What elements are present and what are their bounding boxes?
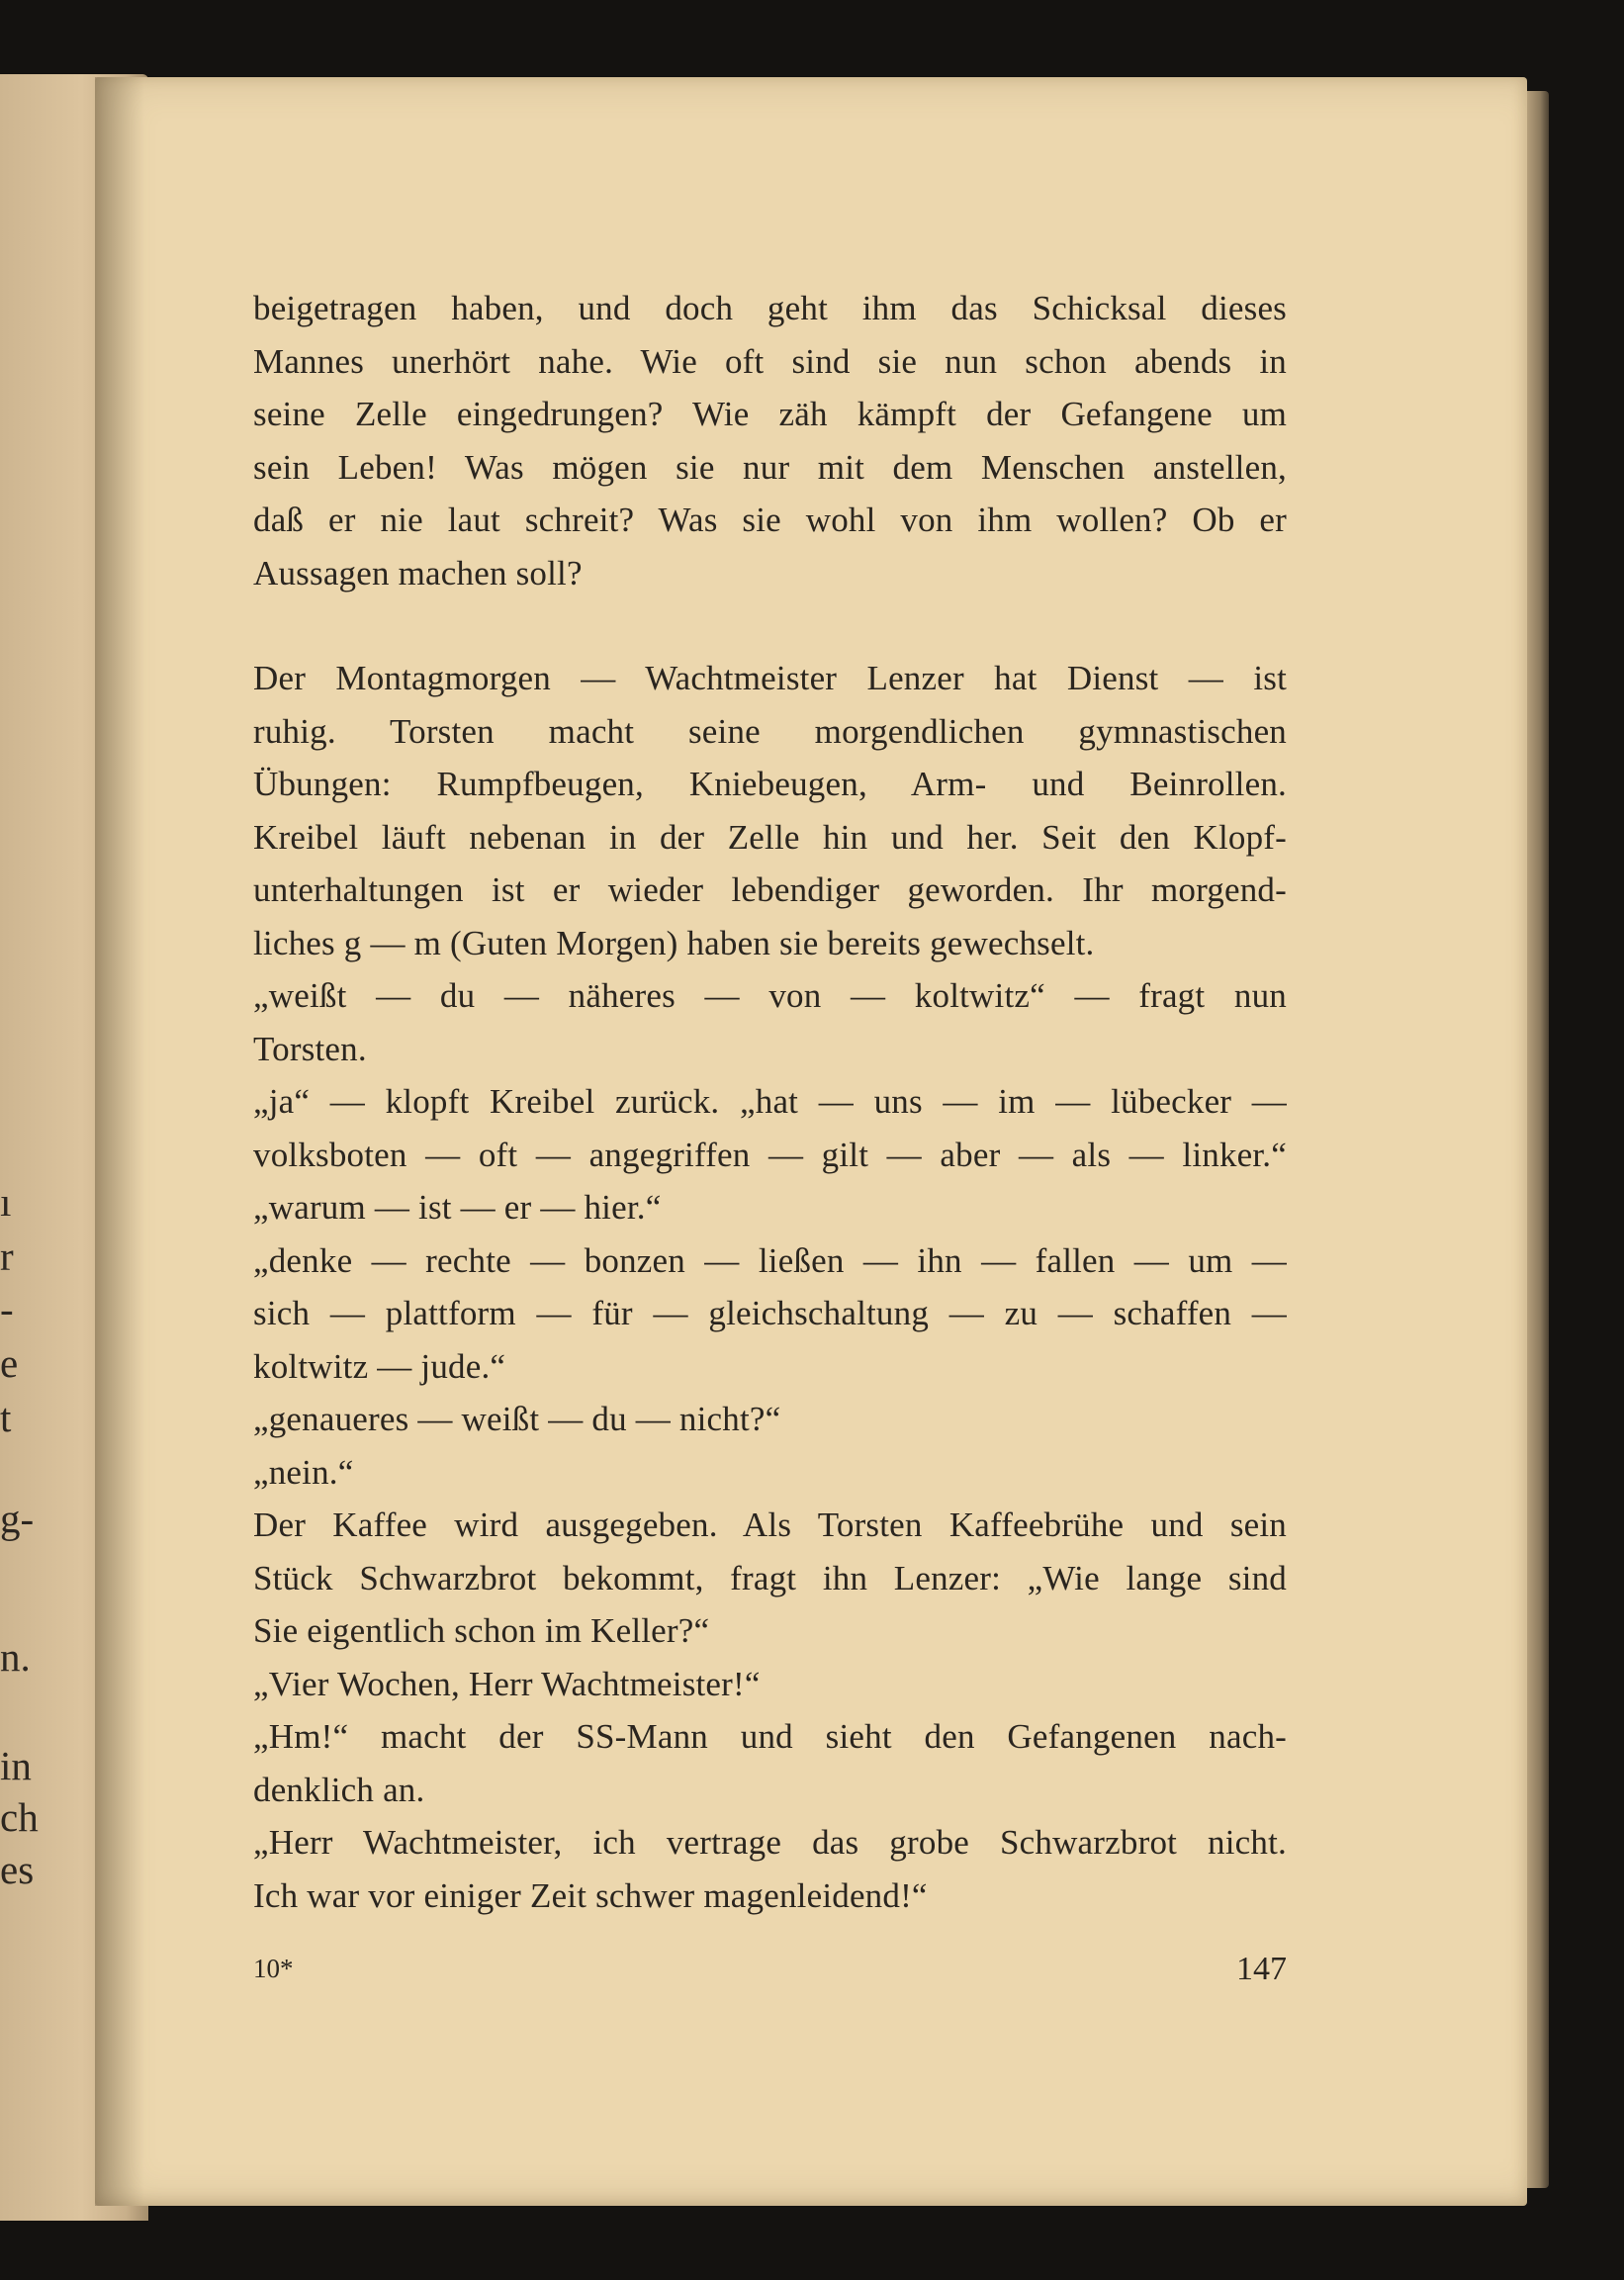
text-line: Ich war vor einiger Zeit schwer magenleidend!“: [253, 1875, 928, 1915]
left-page-fragment: e: [0, 1340, 19, 1386]
spine-shadow: [95, 77, 144, 2206]
left-page-fragment: -: [0, 1286, 14, 1331]
text-line: daß er nie laut schreit? Was sie wohl von ihm wollen? Ob er: [253, 501, 1287, 539]
text-line: Stück Schwarzbrot bekommt, fragt ihn Lenzer: „Wie lange sind: [253, 1558, 1287, 1597]
text-line: „Hm!“ macht der SS-Mann und sieht den Gefangenen nach-: [253, 1717, 1287, 1756]
signature-mark: 10*: [253, 1954, 294, 1983]
text-line: „weißt — du — näheres — von — koltwitz“ — fragt nun: [253, 976, 1287, 1015]
text-line: Mannes unerhört nahe. Wie oft sind sie nun schon abends in: [253, 341, 1287, 381]
left-page-fragment: r: [0, 1233, 14, 1279]
text-line: „Herr Wachtmeister, ich vertrage das grobe Schwarzbrot nicht.: [253, 1823, 1287, 1862]
text-line: „genaueres — weißt — du — nicht?“: [253, 1400, 781, 1438]
left-page-fragment: es: [0, 1847, 35, 1892]
text-line: „nein.“: [253, 1452, 354, 1492]
left-page-fragment: in: [0, 1743, 32, 1788]
text-line: Kreibel läuft nebenan in der Zelle hin und her. Seit den Klopf-: [253, 817, 1287, 857]
text-line: Übungen: Rumpfbeugen, Kniebeugen, Arm- und Beinrollen.: [253, 765, 1287, 803]
page-body-text: [253, 282, 1287, 1922]
page-edge: [1527, 91, 1549, 2188]
text-line: sein Leben! Was mögen sie nur mit dem Menschen anstellen,: [253, 447, 1287, 487]
text-line: „Vier Wochen, Herr Wachtmeister!“: [253, 1664, 761, 1703]
text-line: liches g — m (Guten Morgen) haben sie bereits gewechselt.: [253, 923, 1095, 962]
text-line: sich — plattform — für — gleichschaltung — zu — schaffen —: [253, 1294, 1287, 1332]
text-line: ruhig. Torsten macht seine morgendlichen gymnastischen: [253, 711, 1287, 751]
page-number: 147: [1236, 1951, 1287, 1987]
left-page-fragment: n.: [0, 1634, 31, 1680]
left-page-fragment: g-: [0, 1496, 35, 1541]
text-line: „ja“ — klopft Kreibel zurück. „hat — uns — im — lübecker —: [253, 1082, 1287, 1121]
left-page-fragment: ı: [0, 1179, 12, 1225]
text-line: beigetragen haben, und doch geht ihm das Schicksal dieses: [253, 289, 1287, 327]
text-line: seine Zelle eingedrungen? Wie zäh kämpft der Gefangene um: [253, 395, 1287, 433]
text-line: denklich an.: [253, 1770, 425, 1809]
text-line: Aussagen machen soll?: [253, 553, 583, 593]
text-line: volksboten — oft — angegriffen — gilt — aber — als — linker.“: [253, 1135, 1287, 1174]
left-page-fragment: t: [0, 1395, 12, 1440]
text-line: „denke — rechte — bonzen — ließen — ihn — fallen — um —: [253, 1240, 1287, 1280]
text-line: koltwitz — jude.“: [253, 1346, 506, 1386]
text-line: Der Kaffee wird ausgegeben. Als Torsten Kaffeebrühe und sein: [253, 1505, 1287, 1544]
left-page-fragment: ch: [0, 1794, 39, 1840]
text-line: „warum — ist — er — hier.“: [253, 1188, 662, 1227]
text-line: Sie eigentlich schon im Keller?“: [253, 1611, 710, 1650]
text-line: Der Montagmorgen — Wachtmeister Lenzer hat Dienst — ist: [253, 659, 1287, 697]
text-line: Torsten.: [253, 1029, 367, 1068]
text-line: unterhaltungen ist er wieder lebendiger geworden. Ihr morgend-: [253, 870, 1287, 909]
paragraph-gap: [253, 599, 1287, 652]
